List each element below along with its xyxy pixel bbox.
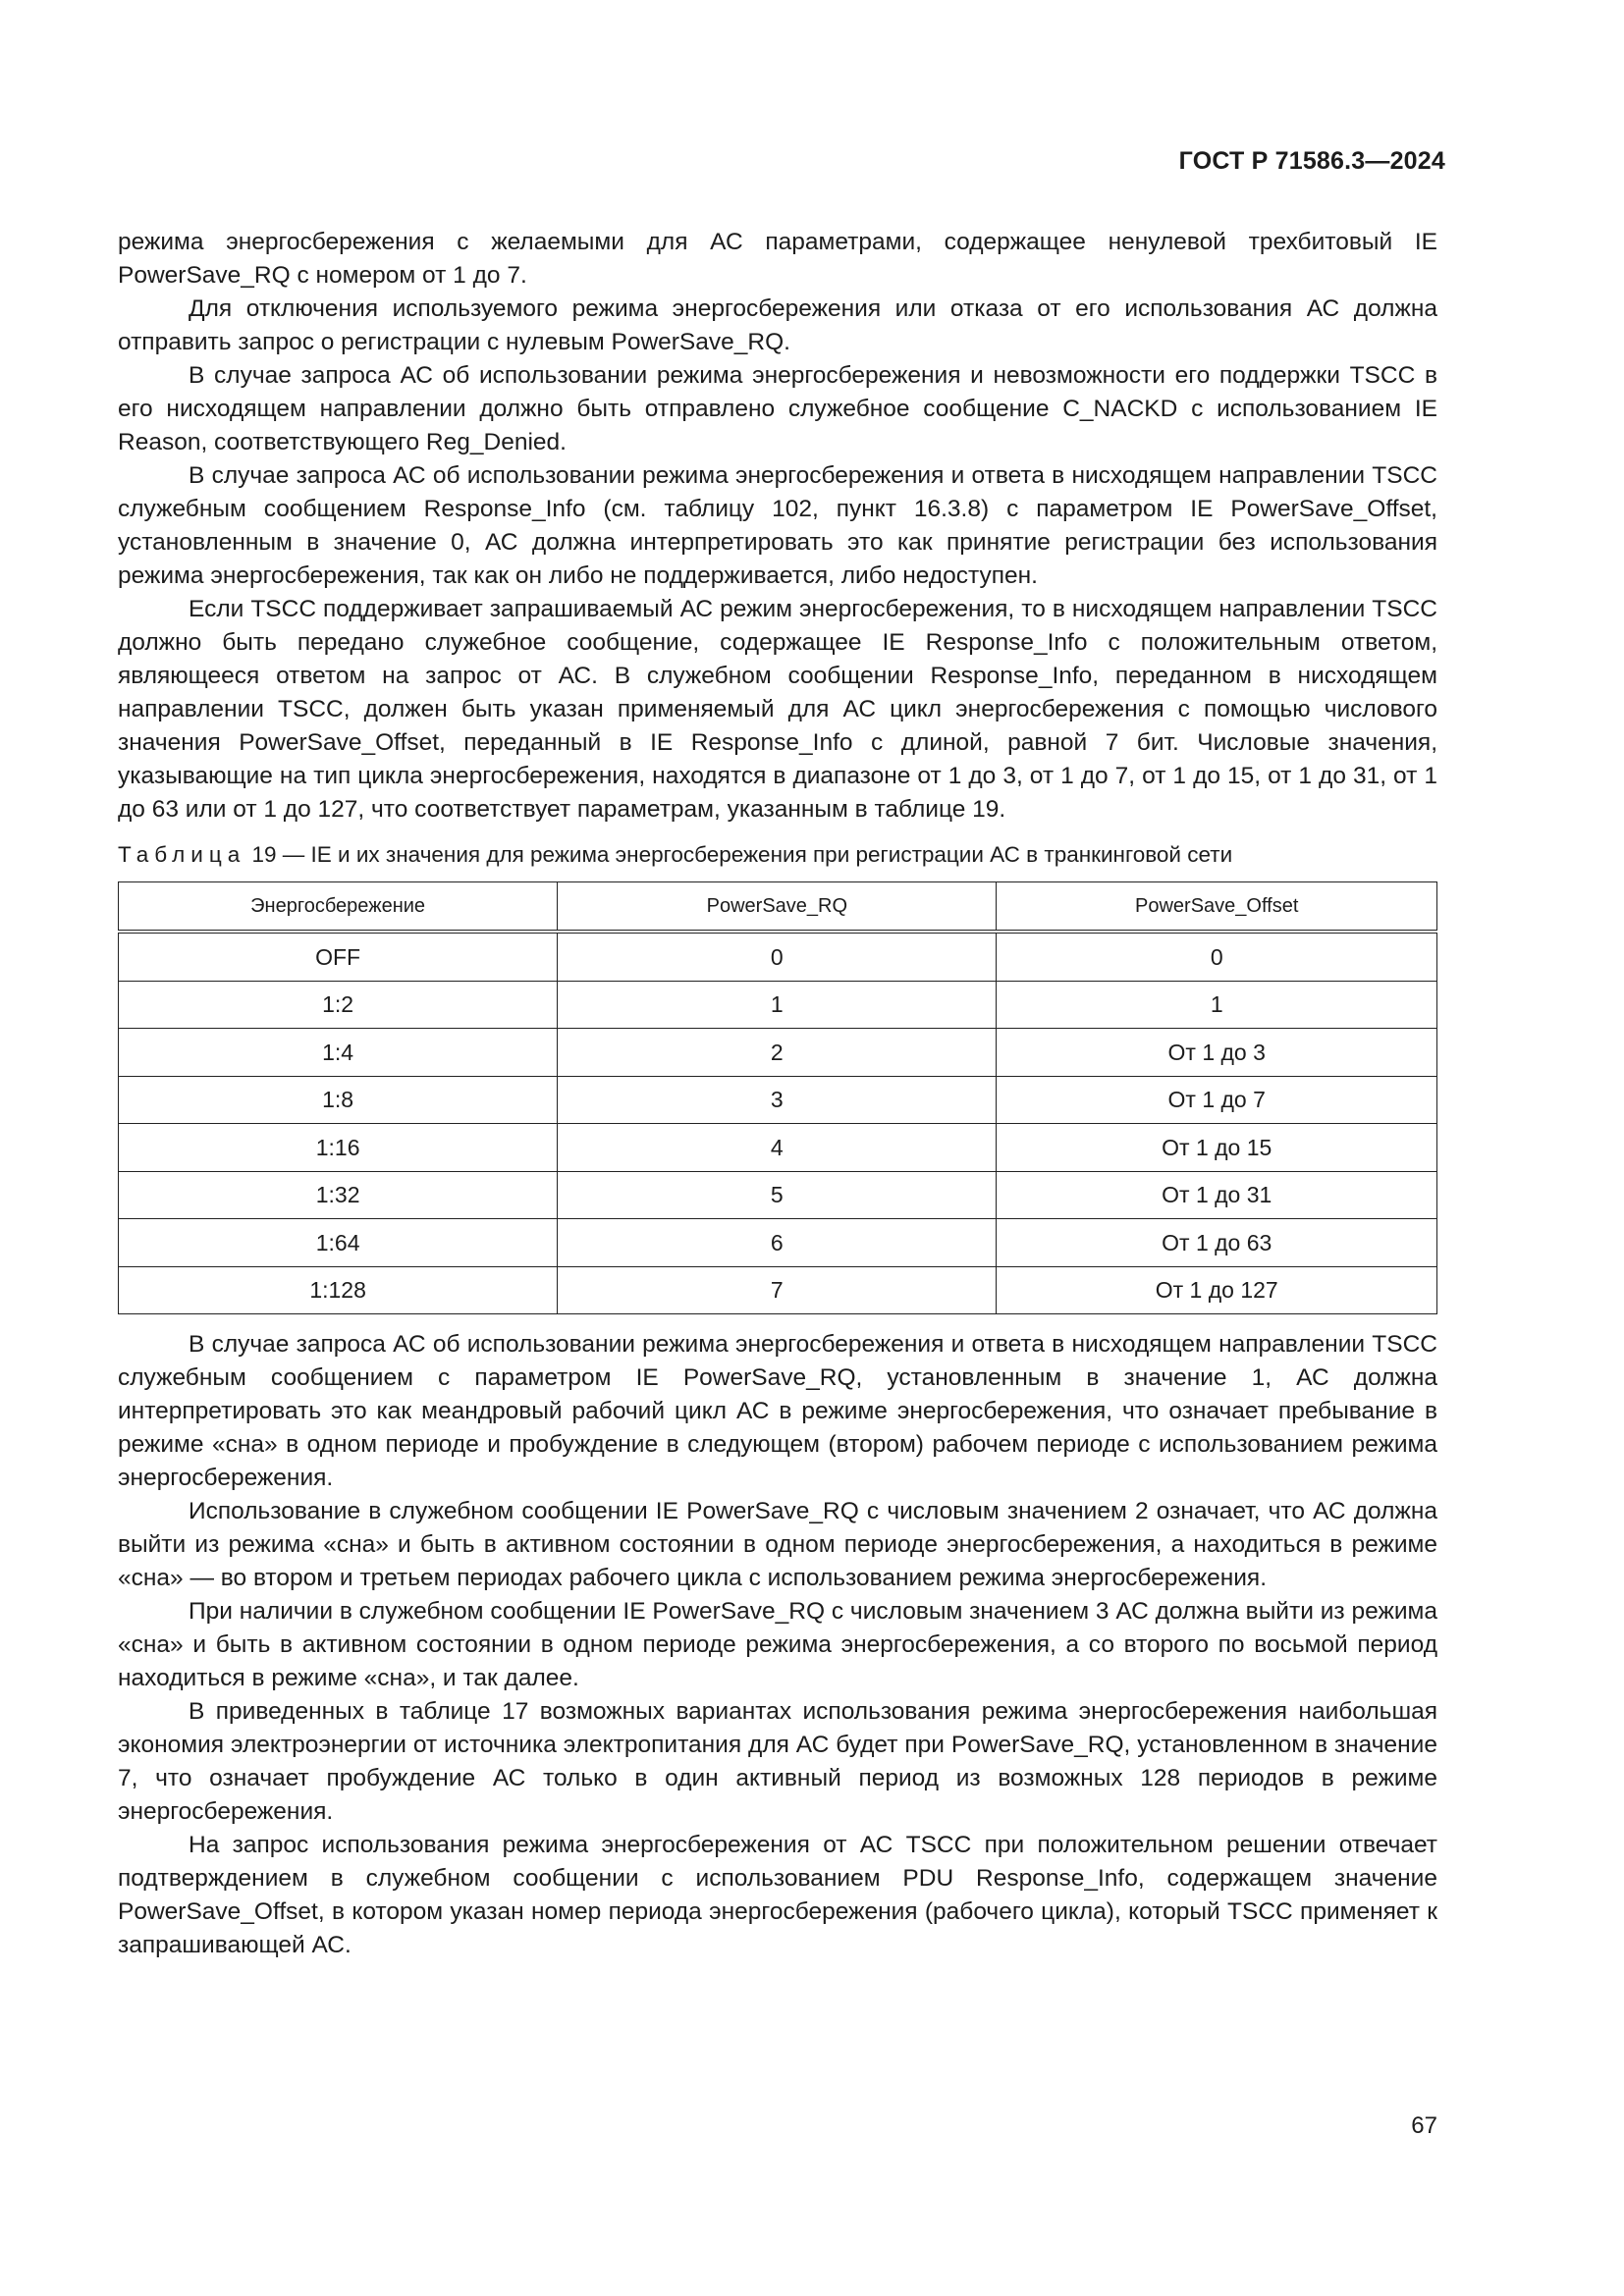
table-row [119,1266,1437,1314]
cell-powersave-offset: От 1 до 15 [997,1124,1437,1172]
table-caption-text: 19 — IE и их значения для режима энергосбережения при регистрации АС в транкинговой сети [251,842,1233,867]
cell-energy-saving: 1:2 [119,981,558,1029]
cell-powersave-rq: 3 [558,1076,997,1124]
cell-powersave-offset: От 1 до 3 [997,1029,1437,1077]
table-row [119,1076,1437,1124]
cell-powersave-rq: 0 [558,932,997,981]
page-number: 67 [1411,2112,1437,2139]
cell-energy-saving: 1:8 [119,1076,558,1124]
document-body [118,226,1437,1962]
cell-energy-saving: 1:16 [119,1124,558,1172]
table-row [119,981,1437,1029]
cell-powersave-offset: От 1 до 7 [997,1076,1437,1124]
power-save-table [118,881,1437,1314]
cell-powersave-offset: 0 [997,932,1437,981]
cell-powersave-rq: 6 [558,1219,997,1267]
table-row [119,932,1437,981]
paragraph: Использование в служебном сообщении IE PowerSave_RQ с числовым значением 2 означает, что АС должна выйти из режима «сна» и быть в активном состоянии в одном периоде энергосбережения, а находиться в режиме «сна» — во втором и третьем периодах рабочего цикла с использованием режима энергосбережения. [118,1498,1437,1591]
cell-energy-saving: 1:32 [119,1171,558,1219]
paragraph: режима энергосбережения с желаемыми для АС параметрами, содержащее ненулевой трехбитовый IE PowerSave_RQ с номером от 1 до 7. [118,229,1437,289]
paragraphs-after-table [118,1328,1437,1962]
cell-powersave-offset: От 1 до 127 [997,1266,1437,1314]
cell-powersave-rq: 1 [558,981,997,1029]
cell-powersave-rq: 7 [558,1266,997,1314]
cell-energy-saving: 1:128 [119,1266,558,1314]
table-row [119,1219,1437,1267]
column-header-powersave-rq: PowerSave_RQ [558,882,997,933]
document-header: ГОСТ Р 71586.3—2024 [1178,147,1445,175]
paragraph: Если TSCC поддерживает запрашиваемый АС режим энергосбережения, то в нисходящем направлении TSCC должно быть передано служебное сообщение, содержащее IE Response_Info с положительным ответом, являющееся ответом на запрос от АС. В служебном сообщении Response_Info, переданном в нисходящем направлении TSCC, должен быть указан применяемый для АС цикл энергосбережения с помощью числового значения PowerSave_Offset, переданный в IE Response_Info с длиной, равной 7 бит. Числовые значения, указывающие на тип цикла энергосбережения, находятся в диапазоне от 1 до 3, от 1 до 7, от 1 до 15, от 1 до 31, от 1 до 63 или от 1 до 127, что соответствует параметрам, указанным в таблице 19. [118,596,1437,823]
table-row [119,1124,1437,1172]
cell-energy-saving: 1:64 [119,1219,558,1267]
table-row [119,1029,1437,1077]
table-body [119,932,1437,1314]
cell-energy-saving: 1:4 [119,1029,558,1077]
paragraph: На запрос использования режима энергосбережения от АС TSCC при положительном решении отвечает подтверждением в служебном сообщении с использованием PDU Response_Info, содержащем значение PowerSave_Offset, в котором указан номер периода энергосбережения (рабочего цикла), который TSCC применяет к запрашивающей АС. [118,1832,1437,1958]
paragraph: В случае запроса АС об использовании режима энергосбережения и ответа в нисходящем направлении TSCC служебным сообщением Response_Info (см. таблицу 102, пункт 16.3.8) с параметром IE PowerSave_Offset, установленным в значение 0, АС должна интерпретировать это как принятие регистрации без использования режима энергосбережения, так как он либо не поддерживается, либо недоступен. [118,462,1437,589]
cell-powersave-offset: От 1 до 63 [997,1219,1437,1267]
table-caption [118,840,1437,870]
cell-energy-saving: OFF [119,932,558,981]
table-header-row [119,882,1437,933]
paragraph: В случае запроса АС об использовании режима энергосбережения и невозможности его поддержки TSCC в его нисходящем направлении должно быть отправлено служебное сообщение C_NACKD с использованием IE Reason, соответствующего Reg_Denied. [118,362,1437,455]
paragraph: Для отключения используемого режима энергосбережения или отказа от его использования АС должна отправить запрос о регистрации с нулевым PowerSave_RQ. [118,295,1437,355]
paragraph: При наличии в служебном сообщении IE PowerSave_RQ с числовым значением 3 АС должна выйти из режима «сна» и быть в активном состоянии в одном периоде режима энергосбережения, а со второго по восьмой период находиться в режиме «сна», и так далее. [118,1598,1437,1691]
column-header-energy-saving: Энергосбережение [119,882,558,933]
paragraph: В случае запроса АС об использовании режима энергосбережения и ответа в нисходящем направлении TSCC служебным сообщением с параметром IE PowerSave_RQ, установленным в значение 1, АС должна интерпретировать это как меандровый рабочий цикл АС в режиме энергосбережения, что означает пребывание в режиме «сна» в одном периоде и пробуждение в следующем (втором) рабочем периоде с использованием режима энергосбережения. [118,1331,1437,1491]
column-header-powersave-offset: PowerSave_Offset [997,882,1437,933]
table-row [119,1171,1437,1219]
paragraphs-before-table [118,226,1437,827]
cell-powersave-rq: 4 [558,1124,997,1172]
cell-powersave-offset: От 1 до 31 [997,1171,1437,1219]
cell-powersave-offset: 1 [997,981,1437,1029]
cell-powersave-rq: 2 [558,1029,997,1077]
paragraph: В приведенных в таблице 17 возможных вариантах использования режима энергосбережения наибольшая экономия электроэнергии от источника электропитания для АС будет при PowerSave_RQ, установленном в значение 7, что означает пробуждение АС только в один активный период из возможных 128 периодов в режиме энергосбережения. [118,1698,1437,1825]
cell-powersave-rq: 5 [558,1171,997,1219]
table-caption-label: Таблица [118,842,246,867]
